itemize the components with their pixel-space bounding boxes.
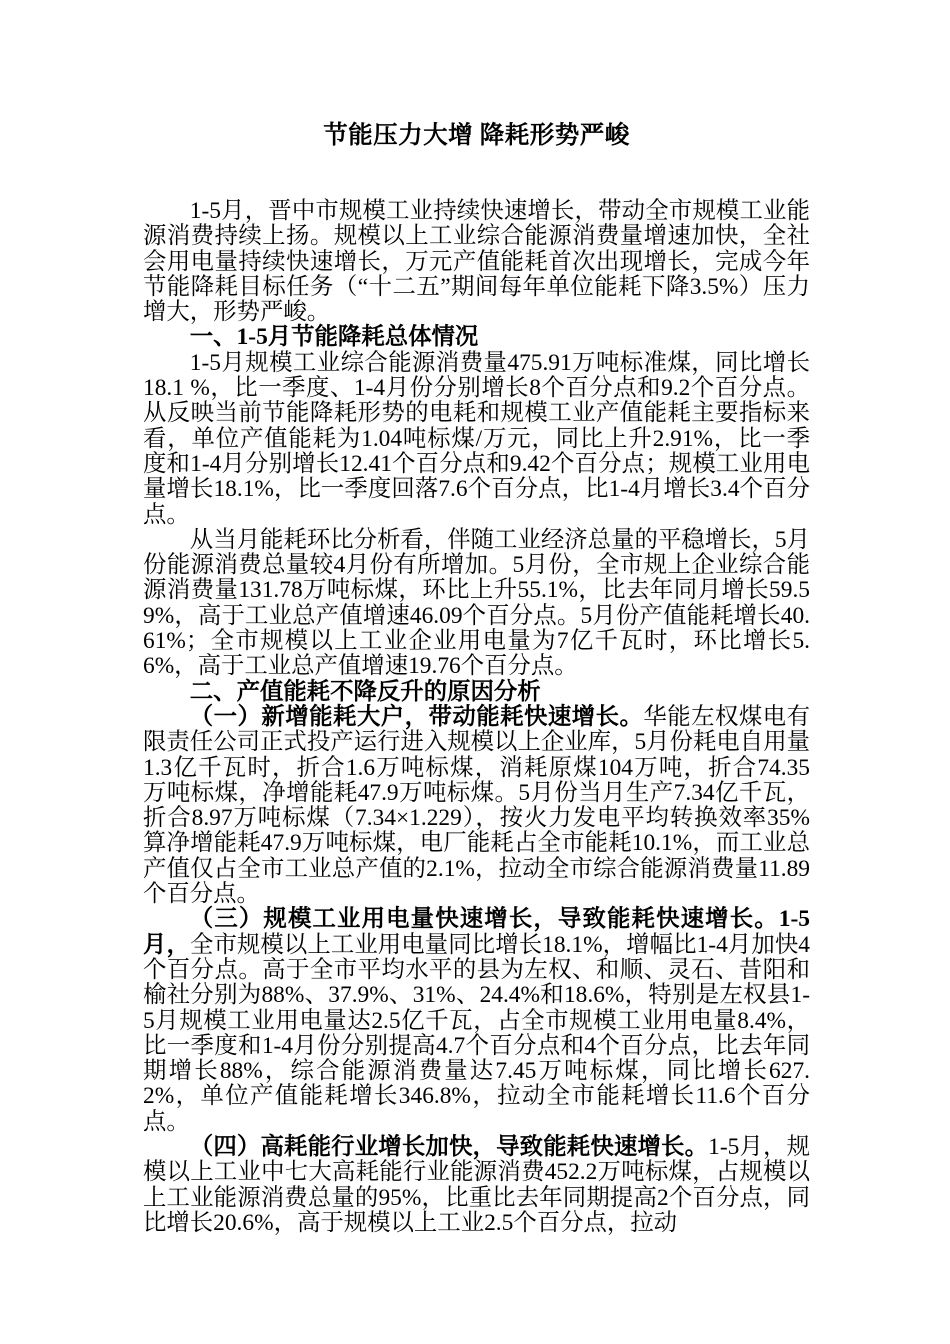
paragraph-text: 1-5月，规模以上工业中七大高耗能行业能源消费452.2万吨标煤，占规模以上工业能源消费总量的95%，比重比去年同期提高2个百分点，同比增长20.6%，高于规模以上工业2.5个百分点，拉动 <box>143 1133 811 1236</box>
heading-text: 一、1-5月节能降耗总体情况 <box>189 324 479 351</box>
paragraph-overall-situation <box>143 351 810 528</box>
document-title: 节能压力大增 降耗形势严峻 <box>323 122 630 149</box>
paragraph-text: 全市规模以上工业用电量同比增长18.1%，增幅比1-4月加快4个百分点。高于全市平均水平的县为左权、和顺、灵石、昔阳和榆社分别为88%、37.9%、31%、24.4%和18.6%，特别是左权县1-5月规模工业用电量达2.5亿千瓦，占全市规模工业用电量8.4%，比一季度和1-4月份分别提高4.7个百分点和4个百分点，比去年同期增长88%，综合能源消费量达7.45万吨标煤，同比增长627.2%，单位产值能耗增长346.8%，拉动全市能耗增长11.6个百分点。 <box>143 931 811 1135</box>
paragraph-month-on-month <box>143 528 810 680</box>
paragraph-reason-3 <box>143 907 810 1135</box>
paragraph-text: 1-5月规模工业综合能源消费量475.91万吨标准煤，同比增长18.1 %，比一季度、1-4月份分别增长8个百分点和9.2个百分点。从反映当前节能降耗形势的电耗和规模工业产值能耗主要指标来看，单位产值能耗为1.04吨标煤/万元，同比上升2.91%，比一季度和1-4月分别增长12.41个百分点和9.42个百分点；规模工业用电量增长18.1%，比一季度回落7.6个百分点，比1-4月增长3.4个百分点。 <box>143 349 810 528</box>
paragraph-reason-1 <box>143 703 834 908</box>
paragraph-reason-4 <box>143 1135 810 1236</box>
paragraph-text: 1-5月，晋中市规模工业持续快速增长，带动全市规模工业能源消费持续上扬。规模以上工业综合能源消费量增速加快，全社会用电量持续快速增长，万元产值能耗首次出现增长，完成今年节能降耗目标任务（“十二五”期间每年单位能耗下降3.5%）压力增大，形势严峻。 <box>143 198 810 326</box>
document-body <box>143 198 834 1236</box>
paragraph-text: 从当月能耗环比分析看，伴随工业经济总量的平稳增长，5月份能源消费总量较4月份有所增加。5月份，全市规上企业综合能源消费量131.78万吨标煤，环比上升55.1%，比去年同月增长59.59%，高于工业总产值增速46.09个百分点。5月份产值能耗增长40.61%；全市规模以上工业企业用电量为7亿千瓦时，环比增长5.6%，高于工业总产值增速19.76个百分点。 <box>143 526 810 680</box>
subheading-text: （三）规模工业用电量快速增长，导致能耗快速增长。1-5月， <box>143 906 810 958</box>
subheading-text: （一）新增能耗大户，带动能耗快速增长。 <box>189 703 644 730</box>
section-heading-1 <box>143 325 810 350</box>
heading-text: 二、产值能耗不降反升的原因分析 <box>189 678 541 705</box>
paragraph-intro <box>143 199 810 325</box>
subheading-text: （四）高耗能行业增长加快，导致能耗快速增长。 <box>189 1133 709 1160</box>
paragraph-text: 华能左权煤电有限责任公司正式投产运行进入规模以上企业库，5月份耗电自用量1.3亿千瓦时，折合1.6万吨标煤，消耗原煤104万吨，折合74.35 万吨标煤，净增能耗47.9万吨标煤。5月份当月生产7.34亿千瓦，折合8.97万吨标煤（7.34×1.229），按火力发电平均转换效率35%算净增能耗47.9万吨标煤，电厂能耗占全市能耗10.1%，而工业总产值仅占全市工业总产值的2.1%，拉动全市综合能源消费量11.89个百分点。 <box>143 703 834 908</box>
section-heading-2 <box>143 680 810 705</box>
